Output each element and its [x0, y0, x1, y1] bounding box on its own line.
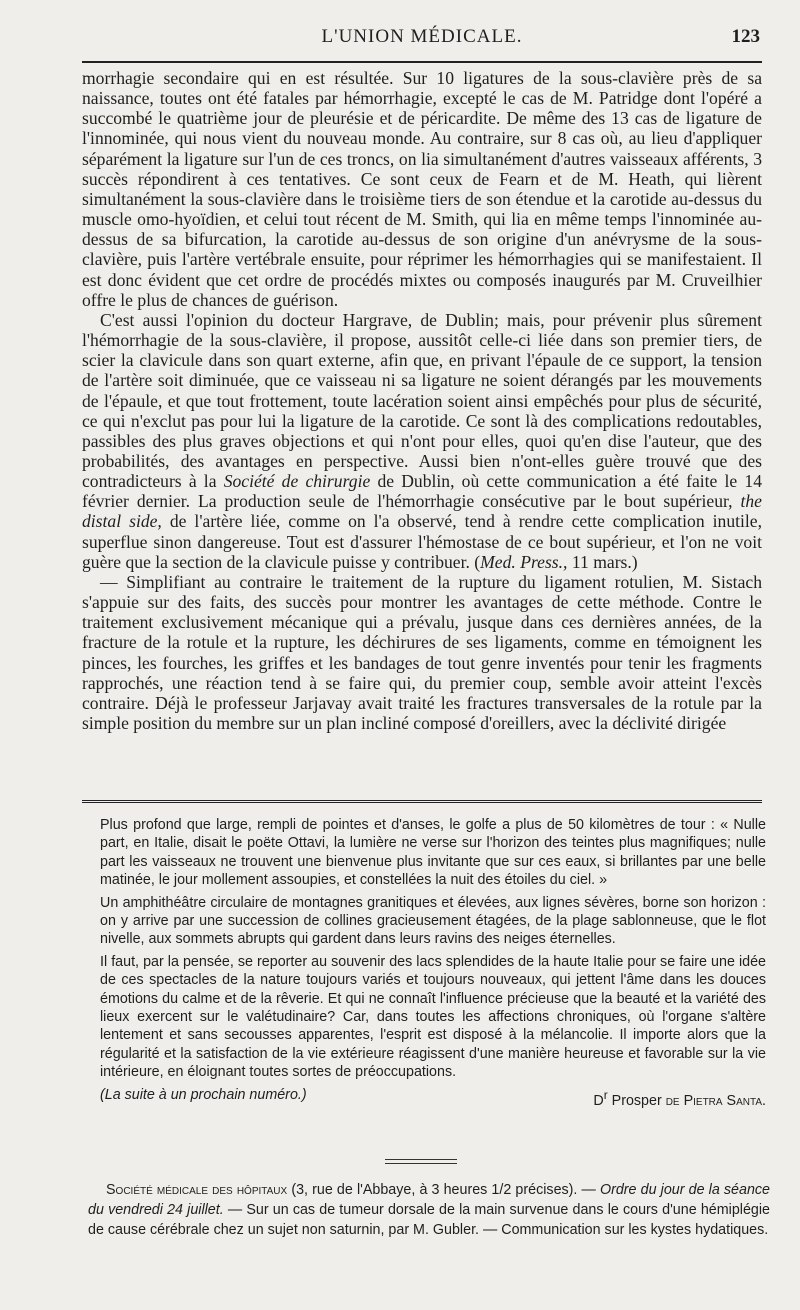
- announcement-paragraph: [88, 1180, 770, 1240]
- header-rule: [82, 61, 762, 63]
- p2-italic-distal: the distal side,: [82, 491, 762, 532]
- article-paragraph-2: [82, 310, 762, 572]
- author-signature: $D^r$ Prosper de Pietra Santa.: [593, 1087, 766, 1109]
- p2-text-a: C'est aussi l'opinion du docteur Hargrave, de Dublin; mais, pour prévenir plus sûrement l'hémorrhagie de la sous-clavière, il propose, aussitôt celle-ci liée dans son premier tiers, de scier la clavicule dans son quart externe, afin que, en privant l'épaule de ce support, la tension de l'artère soit diminuée, que ce vaisseau ni sa ligature ne soient dérangés par les mouvements de l'épaule, et que tout frottement, toute lacération soient ainsi empêchés pour plus de sécurité, ce qui n'exclut pas pour lui la ligature de la carotide. Ce sont là des complications redoutables, passibles des plus graves objections et qui n'ont pour elles, quoi qu'en dise l'auteur, que des probabilités, des avantages en perspective. Aussi bien n'ont-elles guère trouvé que des contradicteurs à la: [82, 309, 762, 492]
- p2-text-c: de l'artère liée, comme on l'a observé, tend à rendre cette complication inutile, superflue sinon dangereuse. Tout est d'assurer l'hémostase de ce bout supérieur, et l'on ne voit guère que la section de la clavicule puisse y contribuer. (: [82, 511, 762, 572]
- suite-note: (La suite à un prochain numéro.): [100, 1086, 307, 1103]
- society-announcement: [88, 1180, 770, 1240]
- feuilleton-paragraph-2: Un amphithéâtre circulaire de montagnes granitiques et élevées, aux lignes sévères, borne son horizon : on y arrive par une succession de collines gracieusement étagées, de la plage sablonneuse, que le flot nivelle, aux sommets abrupts qui gardent dans leurs ravins des neiges éternelles.: [100, 894, 766, 948]
- society-address: (3, rue de l'Abbaye, à 3 heures 1/2 précises). —: [287, 1182, 600, 1198]
- short-divider-2: [385, 1163, 457, 1164]
- page-number: 123: [731, 26, 760, 47]
- p2-italic-societe: Société de chirurgie: [223, 471, 371, 492]
- p2-text-d: 11 mars.): [567, 551, 638, 572]
- p2-italic-press: Med. Press.,: [480, 551, 568, 572]
- main-article: [82, 68, 762, 733]
- feuilleton-paragraph-1: Plus profond que large, rempli de pointes et d'anses, le golfe a plus de 50 kilomètres de tour : « Nulle part, en Italie, disait le poëte Ottavi, la lumière ne verse sur l'horizon des teintes plus magnifiques; nulle part les vaisseaux ne trouvent une bienvenue plus invitante que sur ces eaux, si brillantes par une belle matinée, le jour mollement assoupies, et constellées la nuit des étoiles du ciel. »: [100, 817, 766, 889]
- article-paragraph-1: morrhagie secondaire qui en est résultée. Sur 10 ligatures de la sous-clavière près de sa naissance, toutes ont été fatales par hémorrhagie, excepté le cas de M. Patridge dont l'opéré a succombé le quatrième jour de pleurésie et de péricardite. De même des 13 cas de ligature de l'innominée, qui nous vient du nouveau monde. Au contraire, sur 8 cas où, au lieu d'appliquer séparément la ligature sur l'un de ces troncs, on lia simultanément d'autres vaisseaux afférents, 3 succès répondirent à ces tentatives. Ce sont ceux de Fearn et de M. Heath, qui lièrent simultanément la sous-clavière dans le troisième tiers de son étendue et la carotide au-dessus du muscle omo-hyoïdien, et celui tout récent de M. Smith, qui lia en même temps l'innominée au-dessus de sa bifurcation, la carotide au-dessus de son origine d'un anévrysme de la sous-clavière, puis l'artère vertébrale ensuite, pour réprimer les hémorrhagies qui se manifestaient. Il est donc évident que cet ordre de procédés mixtes ou composés inaugurés par M. Cruveilhier offre le plus de chances de guérison.: [82, 68, 762, 310]
- page-header: [82, 26, 762, 56]
- announcement-text: — Sur un cas de tumeur dorsale de la main survenue dans le cours d'une hémiplégie de cause cérébrale chez un sujet non saturnin, par M. Gubler. — Communication sur les kystes hydatiques.: [88, 1202, 770, 1238]
- journal-title: L'UNION MÉDICALE.: [321, 26, 523, 47]
- p2-text-b: de Dublin, où cette communication a été faite le 14 février dernier. La production seule de l'hémorrhagie consécutive par le bout supérieur,: [82, 471, 762, 512]
- order-of-day: Ordre du jour de la séance du vendredi 24 juillet.: [88, 1182, 770, 1218]
- article-paragraph-3: — Simplifiant au contraire le traitement de la rupture du ligament rotulien, M. Sistach s'appuie sur des faits, des succès pour montrer les avantages de cette méthode. Contre le traitement exclusivement mécanique qui a prévalu, jusque dans ces dernières années, de la fracture de la rotule et la rupture, les déchirures de ses ligaments, comme en témoignent les pinces, les fourches, les griffes et les bandages de tout genre inventés pour tenir les fragments rapprochés, une réaction tend à se faire qui, du premier coup, semble avoir atteint l'excès contraire. Déjà le professeur Jarjavay avait traité les fractures transversales de la rotule par la simple position du membre sur un plan incliné composé d'oreillers, avec la déclivité dirigée: [82, 571, 762, 733]
- short-divider: [385, 1159, 457, 1160]
- feuilleton-separator: [82, 800, 762, 805]
- feuilleton-section: [100, 816, 766, 1110]
- feuilleton-paragraph-3: Il faut, par la pensée, se reporter au souvenir des lacs splendides de la haute Italie pour se faire une idée de ces spectacles de la nature toujours variés et toujours nouveaux, qui jettent l'âme dans les douces émotions du calme et de la rêverie. Et qui ne connaît l'influence précieuse que la beauté et la variété des lieux exercent sur le valétudinaire? Car, dans toutes les affections chroniques, où l'organe s'altère lentement et sans secousses apparentes, l'esprit est disposé à la mélancolie. Il importe alors que la régularité et la satisfaction de la vie extérieure réagissent d'une manière heureuse et favorable sur la vie intérieure, en éloignant toutes sortes de préoccupations.: [100, 953, 766, 1081]
- feuilleton-signature-line: [100, 1086, 766, 1110]
- society-name: Société médicale des hôpitaux: [106, 1182, 288, 1198]
